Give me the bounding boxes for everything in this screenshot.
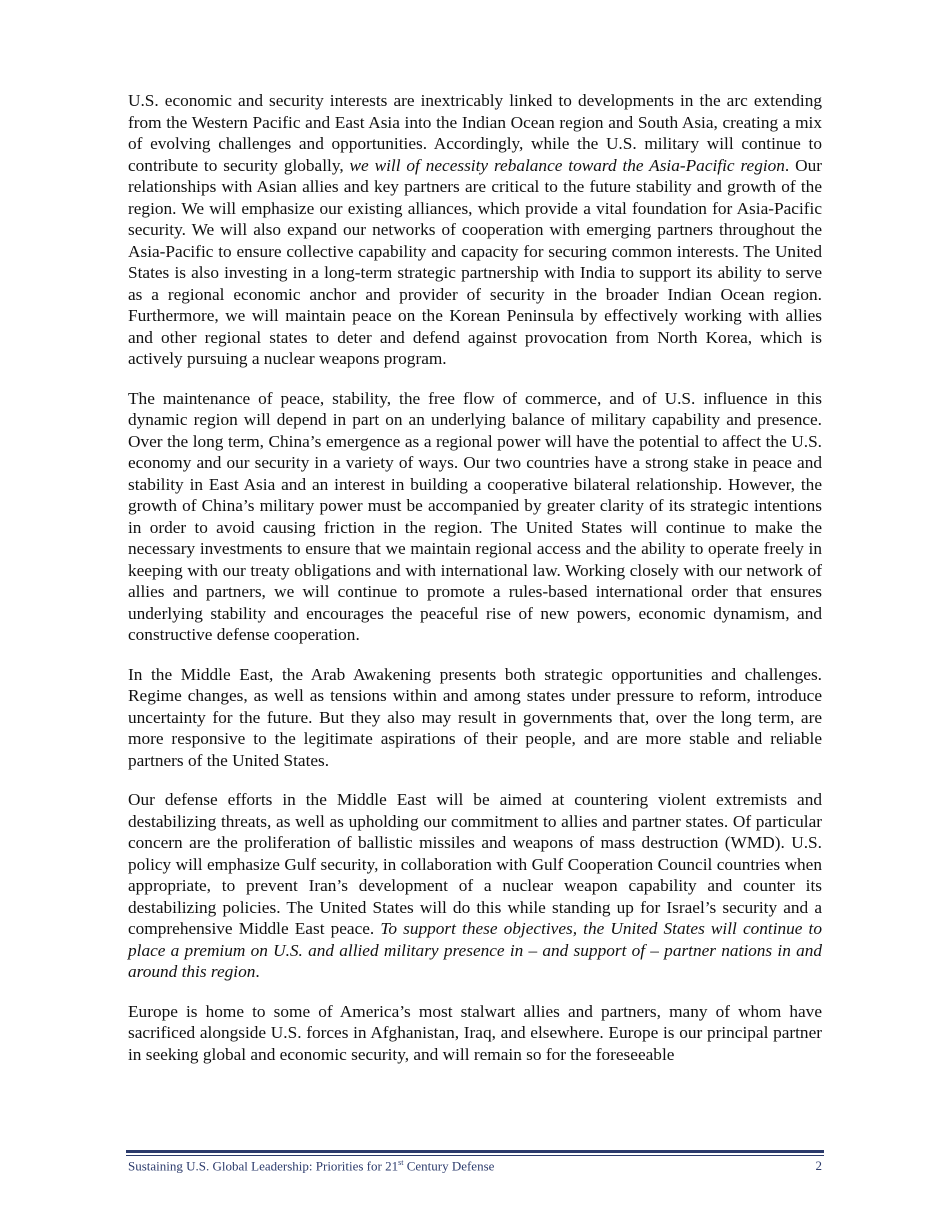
paragraph-text: . Our relationships with Asian allies and key partners are critical to the future stability and growth of the region. We will emphasize our existing alliances, which provide a vital foundation for Asia-Pacific security. We will also expand our networks of cooperation with emerging partners throughout the Asia-Pacific to ensure collective capability and capacity for securing common interests. The United States is also investing in a long-term strategic partnership with India to support its ability to serve as a regional economic anchor and provider of security in the broader Indian Ocean region. Furthermore, we will maintain peace on the Korean Peninsula by effectively working with allies and other regional states to deter and defend against provocation from North Korea, which is actively pursuing a nuclear weapons program.: [128, 155, 822, 368]
paragraph-text: .: [255, 962, 260, 981]
paragraph-text: Our defense efforts in the Middle East will be aimed at countering violent extremists and destabilizing threats, as well as upholding our commitment to allies and partner states. Of particular concern are the proliferation of ballistic missiles and weapons of mass destruction (WMD). U.S. policy will emphasize Gulf security, in collaboration with Gulf Cooperation Council countries when appropriate, to prevent Iran’s development of a nuclear weapon capability and counter its destabilizing policies. The United States will do this while standing up for Israel’s security and a comprehensive Middle East peace.: [128, 790, 822, 938]
paragraph: [128, 789, 822, 983]
paragraph: [128, 1001, 822, 1066]
footer-title-text: Sustaining U.S. Global Leadership: Priorities for 21: [128, 1158, 399, 1174]
paragraph-text: In the Middle East, the Arab Awakening presents both strategic opportunities and challenges. Regime changes, as well as tensions within and among states under pressure to reform, introduce uncertainty for the future. But they also may result in governments that, over the long term, are more responsive to the legitimate aspirations of their people, and are more stable and reliable partners of the United States.: [128, 664, 822, 770]
paragraph-emphasis: we will of necessity rebalance toward the Asia-Pacific region: [349, 155, 785, 175]
paragraph-text: The maintenance of peace, stability, the free flow of commerce, and of U.S. influence in this dynamic region will depend in part on an underlying balance of military capability and presence. Over the long term, China’s emergence as a regional power will have the potential to affect the U.S. economy and our security in a variety of ways. Our two countries have a strong stake in peace and stability in East Asia and an interest in building a cooperative bilateral relationship. However, the growth of China’s military power must be accompanied by greater clarity of its strategic intentions in order to avoid causing friction in the region. The United States will continue to make the necessary investments to ensure that we maintain regional access and the ability to operate freely in keeping with our treaty obligations and with international law. Working closely with our network of allies and partners, we will continue to promote a rules-based international order that ensures underlying stability and encourages the peaceful rise of new powers, economic dynamism, and constructive defense cooperation.: [128, 388, 822, 644]
paragraph: [128, 664, 822, 772]
paragraph-text: Europe is home to some of America’s most stalwart allies and partners, many of whom have sacrificed alongside U.S. forces in Afghanistan, Iraq, and elsewhere. Europe is our principal partner in seeking global and economic security, and will remain so for the foreseeable: [128, 1001, 822, 1064]
paragraph-emphasis: To support these objectives, the United States will continue to place a premium on U.S. and allied military presence in – and support of – partner nations in and around this region: [128, 919, 822, 981]
footer-divider: [126, 1150, 824, 1156]
footer-title-superscript: st: [398, 1158, 404, 1167]
paragraph: [128, 388, 822, 646]
page-footer: [128, 1158, 822, 1174]
paragraph-text: U.S. economic and security interests are inextricably linked to developments in the arc extending from the Western Pacific and East Asia into the Indian Ocean region and South Asia, creating a mix of evolving challenges and opportunities. Accordingly, while the U.S. military will continue to contribute to security globally,: [128, 91, 822, 175]
footer-title-text-end: Century Defense: [403, 1158, 495, 1174]
paragraph: [128, 90, 822, 370]
footer-title: [128, 1158, 494, 1174]
page-number: 2: [815, 1158, 822, 1173]
document-body: [128, 90, 822, 1083]
